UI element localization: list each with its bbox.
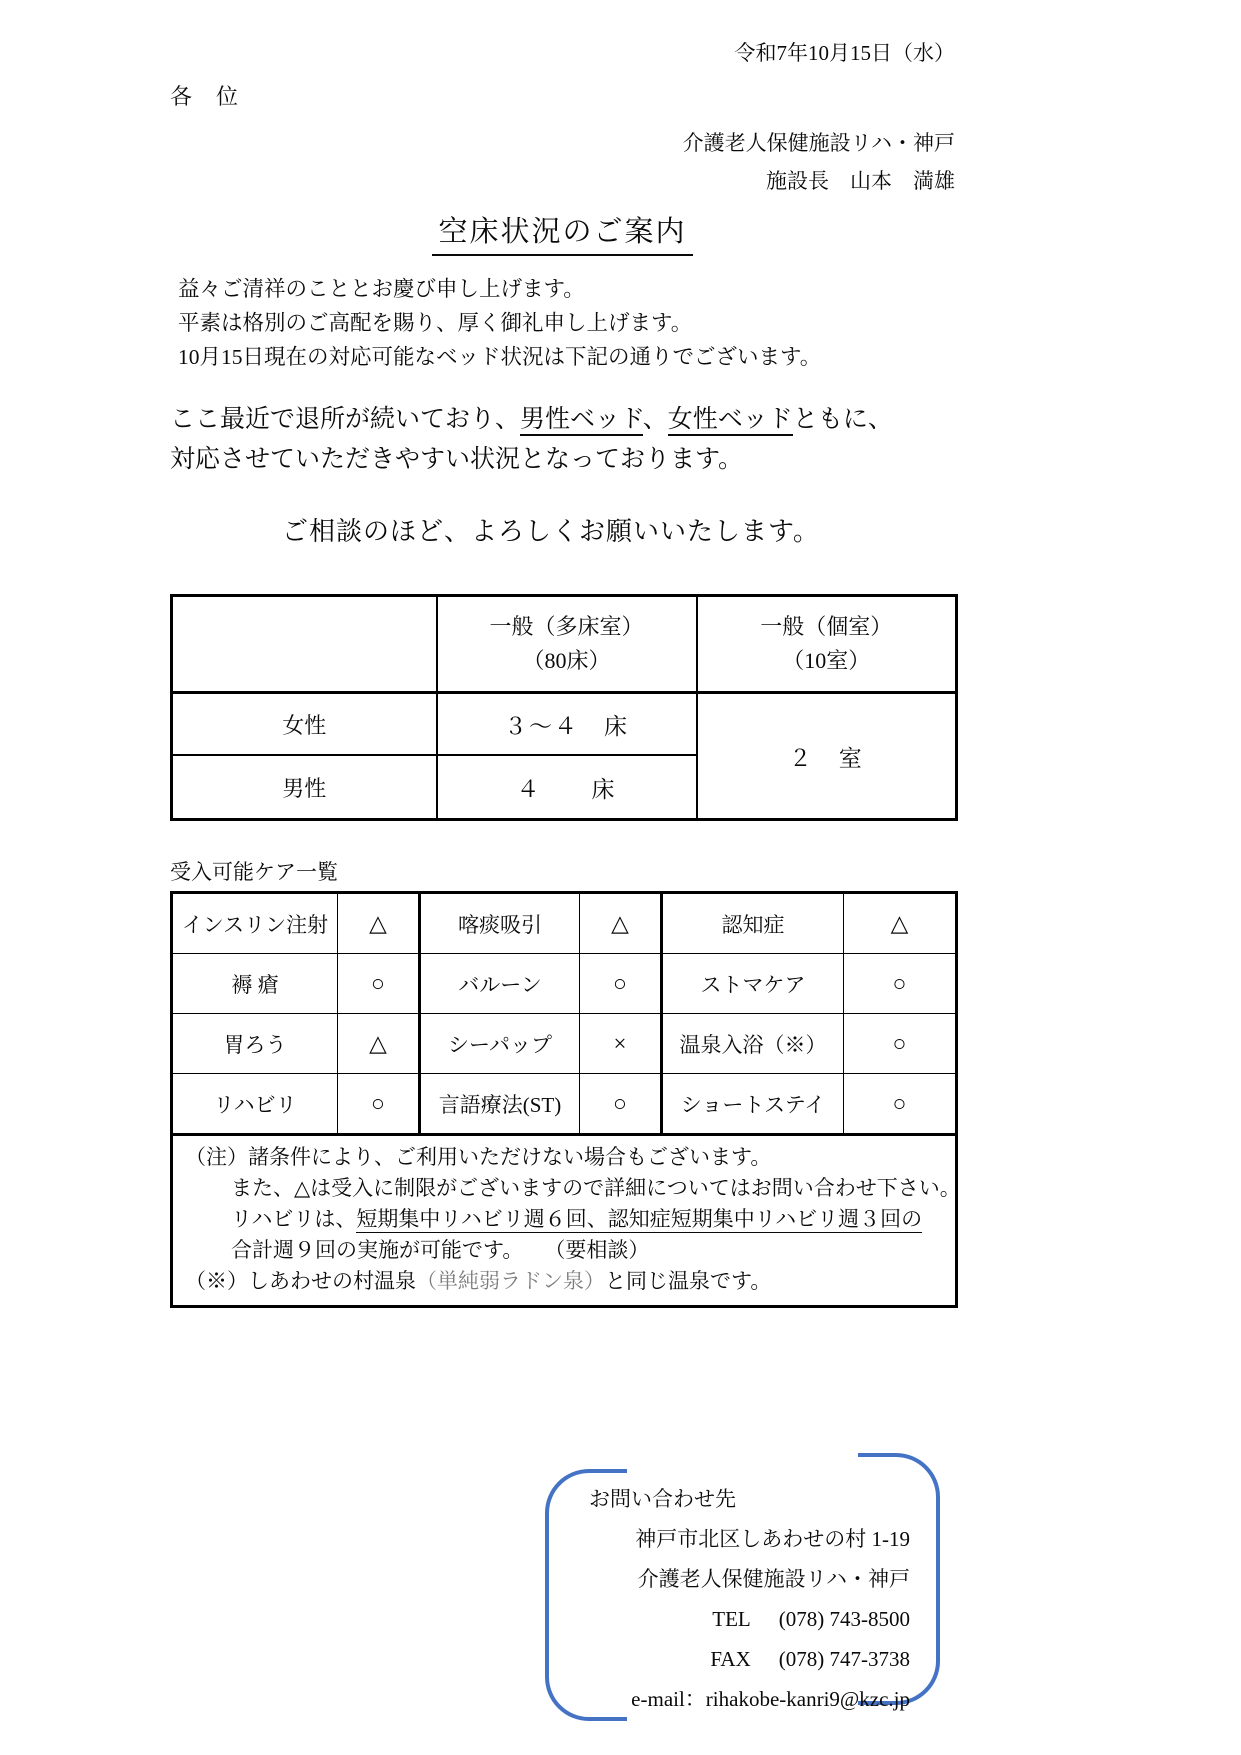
care-status: ○: [844, 1074, 957, 1135]
fax-label: FAX: [710, 1647, 751, 1671]
contact-box: [545, 1453, 940, 1725]
greeting-line-1: 益々ご清祥のこととお慶び申し上げます。: [178, 277, 585, 301]
care-acceptance-table: [170, 891, 961, 1308]
greeting-line-2: 平素は格別のご高配を賜り、厚く御礼申し上げます。: [178, 311, 693, 335]
note-3: [185, 1204, 947, 1235]
care-status: △: [338, 1014, 420, 1074]
care-row-2: [172, 954, 957, 1014]
care-label: 喀痰吸引: [420, 893, 580, 954]
bed-table-female-row: [172, 693, 957, 756]
note-5-spring-type: （単純弱ラドン泉）: [416, 1269, 605, 1293]
notice-male-bed: 男性ベッド: [520, 406, 643, 436]
notice-line-1: [170, 400, 955, 440]
care-row-4: [172, 1074, 957, 1135]
document-date: 令和7年10月15日（水）: [734, 41, 955, 65]
note-5-pre: （※）しあわせの村温泉: [185, 1269, 416, 1293]
bed-table-header-row: [172, 596, 957, 693]
care-label: 認知症: [662, 893, 844, 954]
care-status: ○: [338, 1074, 420, 1135]
female-value-cell: ３～４ 床: [437, 693, 697, 756]
contact-facility: 介護老人保健施設リハ・神戸: [637, 1567, 910, 1591]
care-label: バルーン: [420, 954, 580, 1014]
care-label: 言語療法(ST): [420, 1074, 580, 1135]
care-label: ショートステイ: [662, 1074, 844, 1135]
bed-table-private-header: [697, 596, 957, 693]
sender-facility: 介護老人保健施設リハ・神戸: [682, 131, 955, 155]
care-status: ○: [580, 954, 662, 1014]
care-label: インスリン注射: [172, 893, 338, 954]
note-4: 合計週９回の実施が可能です。 （要相談）: [231, 1238, 650, 1262]
contact-tel: [589, 1599, 910, 1639]
contact-email: e-mail：rihakobe-kanri9@kzc.jp: [631, 1687, 910, 1711]
care-label: 胃ろう: [172, 1014, 338, 1074]
care-notes-cell: [172, 1135, 961, 1307]
contact-address: 神戸市北区しあわせの村 1-19: [635, 1527, 910, 1551]
recipient-line: 各 位: [170, 84, 240, 109]
multi-header-line2: （80床）: [522, 648, 611, 673]
care-status: △: [338, 893, 420, 954]
page-title: 空床状況のご案内: [432, 212, 692, 256]
care-status: ○: [844, 1014, 957, 1074]
care-row-1: [172, 893, 957, 954]
care-status: ×: [580, 1014, 662, 1074]
female-label-cell: 女性: [172, 693, 437, 756]
notice-line-2: 対応させていただきやすい状況となっております。: [170, 446, 744, 473]
contact-lines: [589, 1479, 910, 1719]
care-notes-row: [172, 1135, 957, 1307]
fax-value: (078) 747-3738: [778, 1647, 910, 1671]
sender-block: [170, 124, 955, 200]
note-1: （注）諸条件により、ご利用いただけない場合もございます。: [185, 1145, 772, 1169]
tel-value: (078) 743-8500: [778, 1607, 910, 1631]
greeting-line-3: 10月15日現在の対応可能なベッド状況は下記の通りでございます。: [178, 345, 822, 369]
notice-separator: 、: [642, 406, 668, 433]
request-line: ご相談のほど、よろしくお願いいたします。: [282, 517, 820, 546]
notice-post: ともに、: [792, 406, 893, 433]
note-3-pre: リハビリは、: [231, 1207, 357, 1231]
care-status: ○: [580, 1074, 662, 1135]
contact-heading: お問い合わせ先: [589, 1487, 736, 1511]
note-5-post: と同じ温泉です。: [605, 1269, 772, 1293]
multi-header-line1: 一般（多床室）: [489, 614, 644, 639]
care-status: △: [844, 893, 957, 954]
availability-notice: [170, 400, 955, 480]
greeting-paragraph: [170, 272, 955, 374]
care-label: 褥 瘡: [172, 954, 338, 1014]
notice-pre: ここ最近で退所が続いており、: [170, 406, 521, 433]
private-header-line1: 一般（個室）: [760, 614, 893, 639]
tel-label: TEL: [712, 1607, 751, 1631]
contact-fax: [589, 1639, 910, 1679]
care-list-title: 受入可能ケア一覧: [170, 860, 338, 884]
bed-availability-table: [170, 594, 958, 821]
private-header-line2: （10室）: [782, 648, 871, 673]
note-3-underlined: 短期集中リハビリ週６回、認知症短期集中リハビリ週３回の: [356, 1207, 923, 1231]
male-label-cell: 男性: [172, 755, 437, 820]
care-status: △: [580, 893, 662, 954]
care-label: ストマケア: [662, 954, 844, 1014]
note-2: また、△は受入に制限がございますので詳細についてはお問い合わせ下さい。: [231, 1176, 961, 1200]
document-content: [170, 38, 961, 1725]
care-label: 温泉入浴（※）: [662, 1014, 844, 1074]
care-status: ○: [338, 954, 420, 1014]
care-label: シーパップ: [420, 1014, 580, 1074]
care-row-3: [172, 1014, 957, 1074]
bed-table-multi-header: [437, 596, 697, 693]
care-status: ○: [844, 954, 957, 1014]
male-value-cell: ４ 床: [437, 755, 697, 820]
bed-table-corner-cell: [172, 596, 437, 693]
care-label: リハビリ: [172, 1074, 338, 1135]
note-5: [185, 1266, 947, 1297]
private-value-cell: ２ 室: [697, 693, 957, 820]
notice-female-bed: 女性ベッド: [668, 406, 793, 436]
sender-director: 施設長 山本 満雄: [766, 169, 955, 193]
title-wrap: [170, 212, 955, 256]
